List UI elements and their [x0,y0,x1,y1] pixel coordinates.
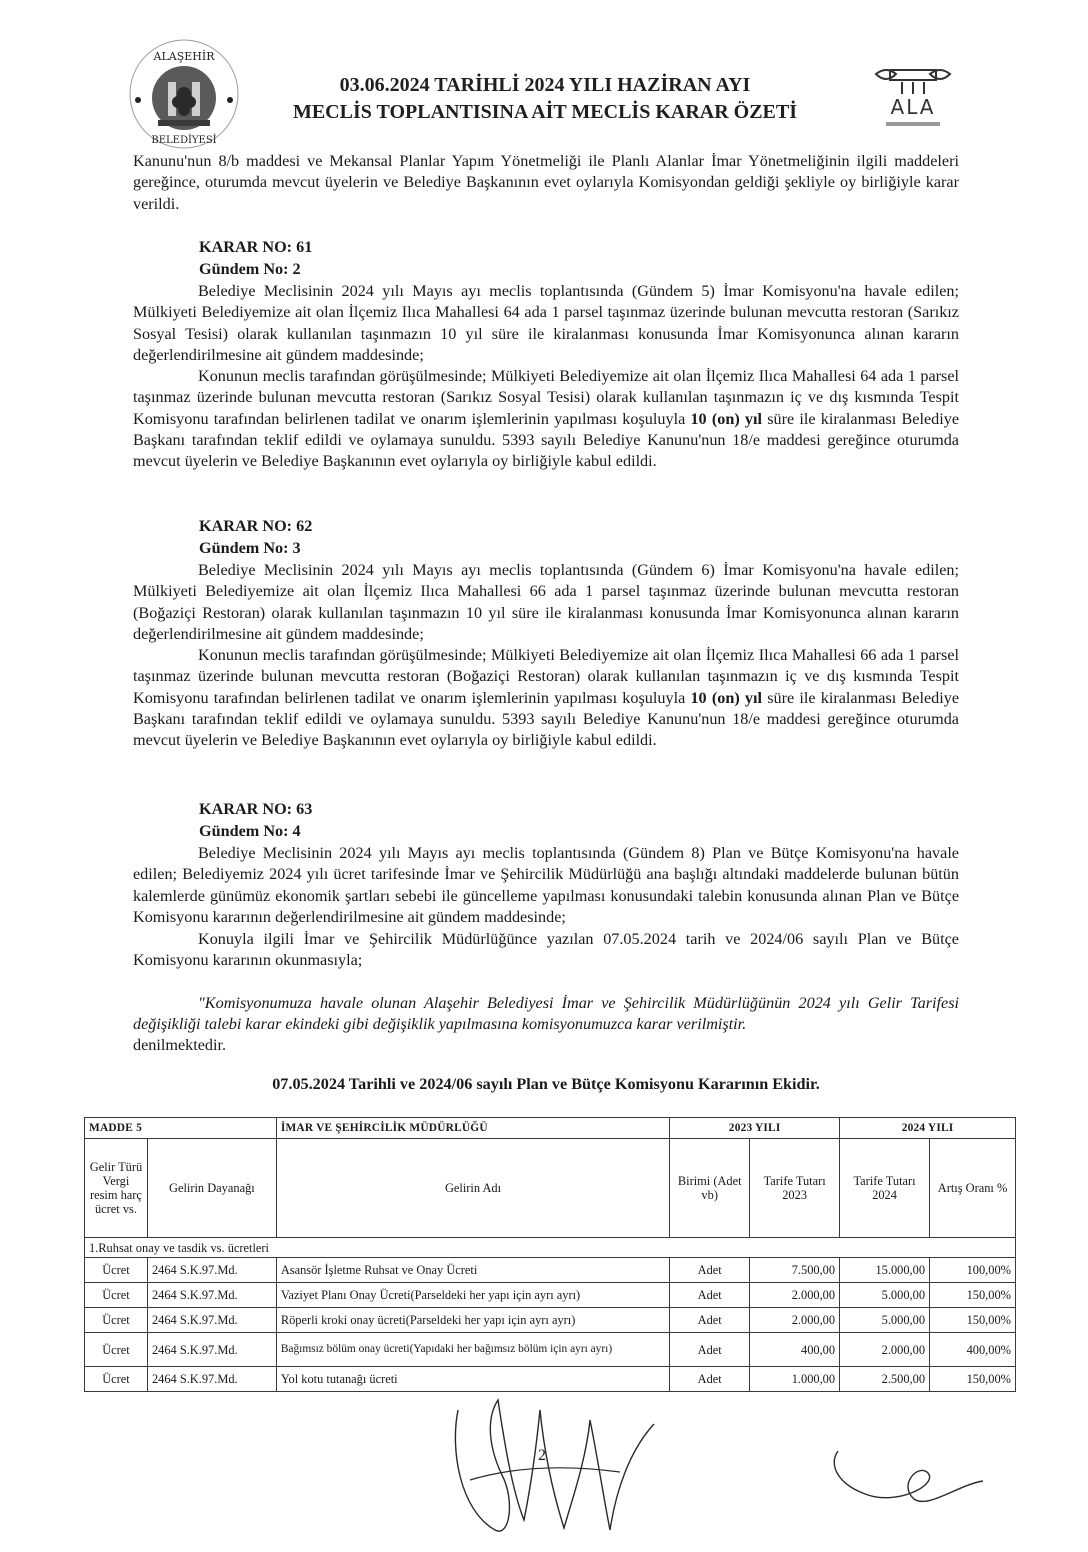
cell-tarife-2023: 7.500,00 [750,1258,840,1283]
cell-artis: 150,00% [930,1283,1016,1308]
cell-birim: Adet [670,1333,750,1367]
table-row [85,1258,1016,1283]
karar-61-paragraph-1: Belediye Meclisinin 2024 yılı Mayıs ayı meclis toplantısında (Gündem 5) İmar Komisyonu'na havale edilen; Mülkiyeti Belediyemize ait olan İlçemiz Ilıca Mahallesi 64 ada 1 parsel taşınmaz üzerinde bulunan mevcutta restoran (Sarıkız Sosyal Tesisi) olarak kullanılan taşınmazın 10 yıl süre ile kiralanması konusunda İmar Komisyonunca alınan kararın değerlendirilmesine ait gündem maddesinde; [133,282,959,364]
karar-63-number: KARAR NO: 63 [199,800,313,818]
col-dayanak: Gelirin Dayanağı [147,1139,276,1238]
table-row [85,1308,1016,1333]
karar-63-gundem: Gündem No: 4 [199,822,301,840]
cell-adi: Röperli kroki onay ücreti(Parseldeki her yapı için ayrı ayrı) [276,1308,669,1333]
intro-paragraph: Kanunu'nun 8/b maddesi ve Mekansal Planlar Yapım Yönetmeliği ile Planlı Alanlar İmar Yönetmeliğinin ilgili maddeleri gereğince, oturumda mevcut üyelerin ve Belediye Başkanının evet oylarıyla Komisyondan geldiği şekliyle oy birliğiyle karar verildi. [133,152,959,213]
svg-text:BELEDİYESİ: BELEDİYESİ [151,135,217,146]
cell-birim: Adet [670,1367,750,1392]
cell-dayanak: 2464 S.K.97.Md. [147,1258,276,1283]
cell-birim: Adet [670,1283,750,1308]
table-row [85,1333,1016,1367]
madde-label: MADDE 5 [85,1118,277,1139]
karar-62-text-b: süre ile kiralanması Belediye Başkanı tarafından teklif edildi ve oylamaya sunuldu. 5393 sayılı Belediye Kanunu'nun 18/e maddesi gereğince oturumda mevcut üyelerin ve Belediye Başkanının evet oylarıyla oy birliğiyle kabul edildi. [133,688,960,750]
cell-artis: 100,00% [930,1258,1016,1283]
col-tarife-2023: Tarife Tutarı 2023 [750,1139,840,1238]
annex-title: 07.05.2024 Tarihli ve 2024/06 sayılı Plan ve Bütçe Komisyonu Kararının Ekidir. [272,1075,820,1093]
cell-dayanak: 2464 S.K.97.Md. [147,1308,276,1333]
cell-tarife-2024: 5.000,00 [840,1308,930,1333]
year-2024-label: 2024 YILI [840,1118,1016,1139]
quote-closing: denilmektedir. [133,1036,227,1054]
karar-62-paragraph-2 [133,645,959,751]
cell-tarife-2023: 400,00 [750,1333,840,1367]
karar-62-number: KARAR NO: 62 [199,517,313,535]
section-title: 1.Ruhsat onay ve tasdik vs. ücretleri [85,1238,1016,1258]
cell-adi: Yol kotu tutanağı ücreti [276,1367,669,1392]
karar-61-duration: 10 (on) yıl [690,409,763,428]
cell-tur: Ücret [85,1258,148,1283]
svg-text:ALAŞEHİR: ALAŞEHİR [153,50,215,63]
cell-dayanak: 2464 S.K.97.Md. [147,1283,276,1308]
cell-birim: Adet [670,1308,750,1333]
karar-61-text-a: Konunun meclis tarafından görüşülmesinde; Mülkiyeti Belediyemize ait olan İlçemiz Ilıca Mahallesi 64 ada 1 parsel taşınmaz üzerinde bulunan mevcutta restoran (Sarıkız Sosyal Tesisi) olarak kullanılan taşınmazın iç ve dış kısmında Tespit Komisyonu tarafından belirlenen tadilat ve onarım işlemlerinin yapılması koşuluyla [133,367,959,428]
page-number: 2 [538,1447,546,1464]
cell-adi: Asansör İşletme Ruhsat ve Onay Ücreti [276,1258,669,1283]
cell-dayanak: 2464 S.K.97.Md. [147,1367,276,1392]
table-section-row [85,1238,1016,1258]
cell-tarife-2024: 2.500,00 [840,1367,930,1392]
cell-tur: Ücret [85,1283,148,1308]
cell-tarife-2024: 5.000,00 [840,1283,930,1308]
cell-artis: 400,00% [930,1333,1016,1367]
table-column-header [85,1139,1016,1238]
tariff-table [84,1117,1016,1392]
col-artis-orani: Artış Oranı % [930,1139,1016,1238]
cell-artis: 150,00% [930,1308,1016,1333]
karar-61-text-b: süre ile kiralanması Belediye Başkanı tarafından teklif edildi ve oylamaya sunuldu. 5393 sayılı Belediye Kanunu'nun 18/e maddesi gereğince oturumda mevcut üyelerin ve Belediye Başkanının evet oylarıyla oy birliğiyle kabul edildi. [133,409,960,471]
col-birim: Birimi (Adet vb) [670,1139,750,1238]
col-tarife-2024: Tarife Tutarı 2024 [840,1139,930,1238]
cell-tur: Ücret [85,1333,148,1367]
col-gelir-adi: Gelirin Adı [276,1139,669,1238]
cell-tarife-2023: 2.000,00 [750,1308,840,1333]
karar-62-text-a: Konunun meclis tarafından görüşülmesinde; Mülkiyeti Belediyemize ait olan İlçemiz Ilıca Mahallesi 66 ada 1 parsel taşınmaz üzerinde bulunan mevcutta restoran (Boğaziçi Restoran) olarak kullanılan taşınmazın iç ve dış kısmında Tespit Komisyonu tarafından belirlenen tadilat ve onarım işlemlerinin yapılması koşuluyla [133,646,959,707]
karar-63-paragraph-2: Konuyla ilgili İmar ve Şehircilik Müdürlüğünce yazılan 07.05.2024 tarih ve 2024/06 sayılı Plan ve Bütçe Komisyonu kararının okunmasıyla; [133,930,959,970]
year-2023-label: 2023 YILI [670,1118,840,1139]
col-gelir-turu: Gelir Türü Vergi resim harç ücret vs. [85,1139,148,1238]
cell-birim: Adet [670,1258,750,1283]
commission-quote: "Komisyonumuza havale olunan Alaşehir Belediyesi İmar ve Şehircilik Müdürlüğünün 2024 yılı Gelir Tarifesi değişikliği talebi karar ekindeki gibi değişiklik yapılmasına komisyonumuzca karar verilmiştir. [133,994,959,1034]
document-title-line-1: 03.06.2024 TARİHLİ 2024 YILI HAZİRAN AYI [339,74,751,96]
karar-62-paragraph-1: Belediye Meclisinin 2024 yılı Mayıs ayı meclis toplantısında (Gündem 6) İmar Komisyonu'na havale edilen; Mülkiyeti Belediyemize ait olan İlçemiz Ilıca Mahallesi 66 ada 1 parsel taşınmaz üzerinde bulunan mevcutta restoran (Boğaziçi Restoran) olarak kullanılan taşınmazın 10 yıl süre ile kiralanması konusunda İmar Komisyonunca alınan kararın değerlendirilmesine ait gündem maddesinde; [133,561,959,643]
cell-tur: Ücret [85,1367,148,1392]
handwritten-initials [818,1445,988,1515]
cell-tarife-2023: 1.000,00 [750,1367,840,1392]
cell-adi: Bağımsız bölüm onay ücreti(Yapıdaki her bağımsız bölüm için ayrı ayrı) [276,1333,669,1367]
cell-tarife-2023: 2.000,00 [750,1283,840,1308]
cell-dayanak: 2464 S.K.97.Md. [147,1333,276,1367]
karar-61-paragraph-2 [133,366,959,472]
karar-62-gundem: Gündem No: 3 [199,539,301,557]
table-top-header [85,1118,1016,1139]
directorate-label: İMAR VE ŞEHİRCİLİK MÜDÜRLÜĞÜ [276,1118,669,1139]
document-title-line-2: MECLİS TOPLANTISINA AİT MECLİS KARAR ÖZETİ [292,101,798,123]
cell-artis: 150,00% [930,1367,1016,1392]
karar-61-gundem: Gündem No: 2 [199,260,301,278]
svg-text:ALA: ALA [890,95,936,119]
karar-62-duration: 10 (on) yıl [690,688,763,707]
karar-63-paragraph-1: Belediye Meclisinin 2024 yılı Mayıs ayı meclis toplantısında (Gündem 8) Plan ve Bütçe Komisyonu'na havale edilen; Belediyemiz 2024 yılı ücret tarifesinde İmar ve Şehircilik Müdürlüğü ana başlığı altındaki maddelerde bulunan bütün kalemlerde günümüz ekonomik şartları sebebi ile güncelleme yapılması konusundaki talebin konusunda alınan Plan ve Bütçe Komisyonu kararının değerlendirilmesine ait gündem maddesinde; [133,844,959,926]
cell-adi: Vaziyet Planı Onay Ücreti(Parseldeki her yapı için ayrı ayrı) [276,1283,669,1308]
cell-tarife-2024: 2.000,00 [840,1333,930,1367]
karar-61-number: KARAR NO: 61 [199,238,313,256]
cell-tarife-2024: 15.000,00 [840,1258,930,1283]
handwritten-signature [440,1380,680,1540]
cell-tur: Ücret [85,1308,148,1333]
table-row [85,1283,1016,1308]
